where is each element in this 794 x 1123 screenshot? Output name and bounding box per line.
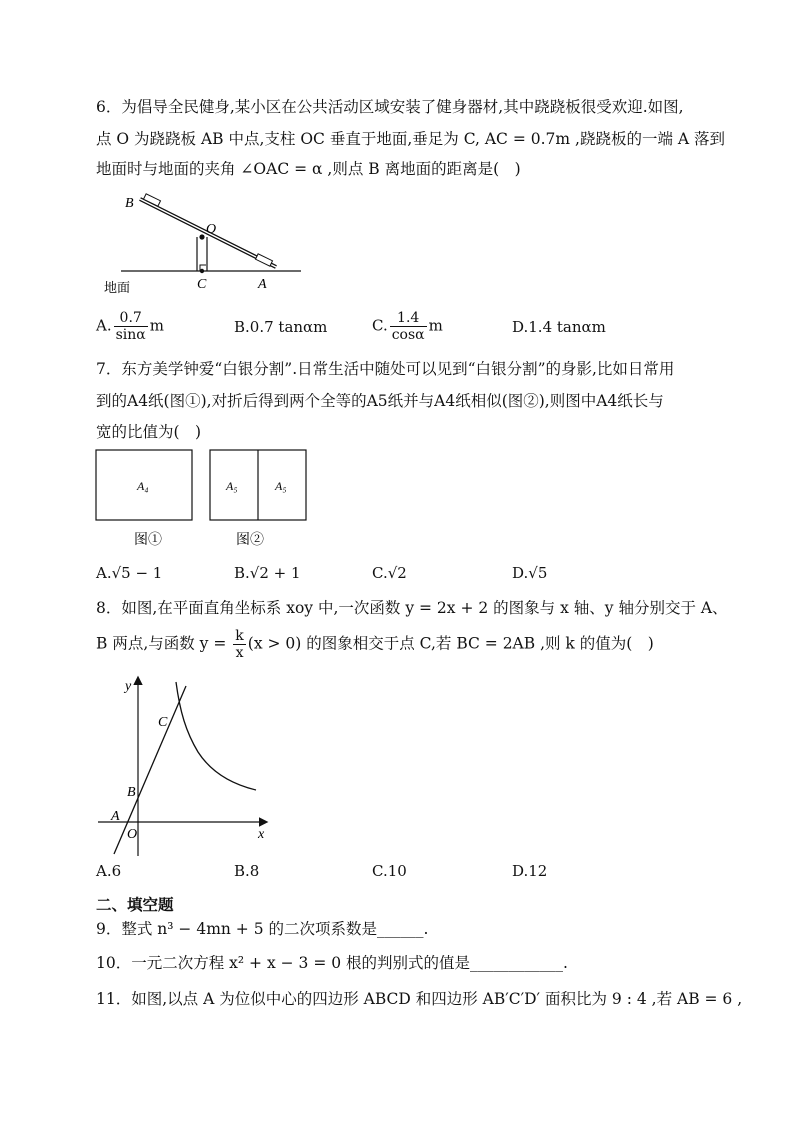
label-a: A	[258, 277, 267, 292]
point-c	[200, 269, 204, 273]
a5-right-label: A₅	[275, 479, 287, 493]
q6-a-prefix: A.	[96, 316, 112, 335]
q6-choice-b: B.0.7 tanαm	[234, 318, 328, 336]
label-y: y	[125, 679, 132, 694]
caption-2: 图②	[236, 533, 264, 548]
a5-left-label: A₅	[226, 479, 238, 493]
label-o: O	[206, 222, 217, 237]
seesaw-figure	[96, 190, 316, 300]
q8-line2	[96, 628, 654, 661]
q6-line1: 6．为倡导全民健身,某小区在公共活动区域安装了健身器材,其中跷跷板很受欢迎.如图,	[96, 98, 684, 116]
label-c: C	[158, 715, 168, 730]
label-c: C	[197, 277, 207, 292]
label-x: x	[258, 827, 265, 842]
q8-frac-num: k	[235, 628, 244, 644]
label-b: B	[127, 785, 136, 800]
q7-line3: 宽的比值为( )	[96, 423, 202, 441]
linear-function-line	[114, 686, 186, 854]
a4-label: A₄	[137, 479, 149, 493]
q8-line2-pre: B 两点,与函数 y =	[96, 634, 232, 653]
paper-figure	[94, 448, 314, 552]
q8-choice-c: C.10	[372, 862, 407, 880]
label-o: O	[127, 827, 138, 842]
q6-a-den: sinα	[115, 327, 146, 343]
hyperbola-curve	[176, 682, 256, 790]
q6-a-unit: m	[149, 316, 164, 335]
q10-line: 10．一元二次方程 x² + x − 3 = 0 根的判别式的值是____________.	[96, 954, 568, 972]
q7-choice-c: C.√2	[372, 564, 407, 582]
q7-choice-a: A.√5 − 1	[96, 564, 163, 582]
label-a: A	[111, 809, 120, 824]
q7-line1: 7．东方美学钟爱“白银分割”.日常生活中随处可以见到“白银分割”的身影,比如日常用	[96, 360, 675, 378]
q7-line2: 到的A4纸(图①),对折后得到两个全等的A5纸并与A4纸相似(图②),则图中A4纸长与	[96, 392, 664, 410]
q8-line2-post: (x > 0) 的图象相交于点 C,若 BC = 2AB ,则 k 的值为( )	[247, 634, 654, 653]
q6-choice-a	[96, 310, 164, 343]
q11-line: 11．如图,以点 A 为位似中心的四边形 ABCD 和四边形 AB′C′D′ 面积比为 9 : 4 ,若 AB = 6 ,	[96, 990, 743, 1008]
q8-choice-d: D.12	[512, 862, 548, 880]
q6-c-den: cosα	[391, 327, 425, 343]
q6-c-prefix: C.	[372, 316, 388, 335]
q6-choice-d: D.1.4 tanαm	[512, 318, 606, 336]
label-ground: 地面	[104, 280, 131, 295]
seesaw-seat-a	[255, 254, 272, 266]
section-heading: 二、填空题	[96, 896, 174, 914]
q9-line: 9．整式 n³ − 4mn + 5 的二次项系数是______.	[96, 920, 429, 938]
q6-a-num: 0.7	[114, 310, 148, 327]
q8-line1: 8．如图,在平面直角坐标系 xoy 中,一次函数 y = 2x + 2 的图象与 x 轴、y 轴分别交于 A、	[96, 599, 728, 617]
q6-c-unit: m	[428, 316, 443, 335]
q6-choice-c	[372, 310, 443, 343]
q6-c-num: 1.4	[390, 310, 427, 327]
q8-choice-a: A.6	[96, 862, 122, 880]
caption-1: 图①	[134, 533, 162, 548]
label-b: B	[125, 196, 134, 211]
q8-choice-b: B.8	[234, 862, 260, 880]
coordinate-figure	[96, 672, 276, 862]
q6-line3: 地面时与地面的夹角 ∠OAC = α ,则点 B 离地面的距离是( )	[96, 160, 521, 178]
q6-line2: 点 O 为跷跷板 AB 中点,支柱 OC 垂直于地面,垂足为 C, AC = 0.7m ,跷跷板的一端 A 落到	[96, 130, 726, 148]
q7-choice-d: D.√5	[512, 564, 548, 582]
point-o	[199, 234, 204, 239]
q7-choice-b: B.√2 + 1	[234, 564, 301, 582]
q8-frac-den: x	[235, 645, 244, 661]
